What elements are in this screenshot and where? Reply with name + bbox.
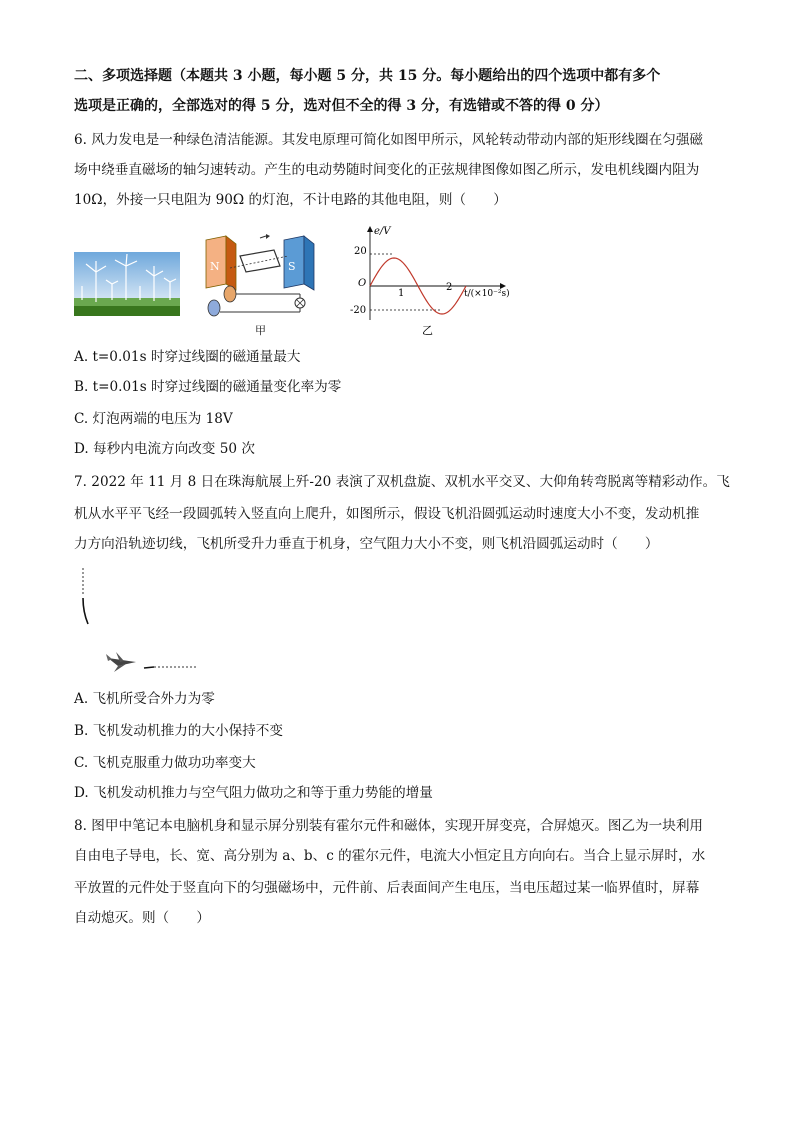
q7-option-d[interactable]: D. 飞机发动机推力与空气阻力做功之和等于重力势能的增量 (74, 785, 433, 801)
q7-stem-line3: 力方向沿轨迹切线，飞机所受升力垂直于机身，空气阻力大小不变，则飞机沿圆弧运动时（ ） (74, 536, 659, 552)
fig-yi-label: 乙 (422, 324, 433, 336)
fig-jia-label: 甲 (255, 324, 266, 336)
q6-option-c[interactable]: C. 灯泡两端的电压为 18V (74, 411, 233, 427)
q8-stem-line4: 自动熄灭。则（ ） (74, 910, 210, 926)
emf-sine-chart (348, 224, 510, 336)
magnet-n-label: N (210, 260, 220, 273)
flight-trajectory-diagram (74, 566, 204, 676)
section-title-line2: 选项是正确的，全部选对的得 5 分，选对但不全的得 3 分，有选错或不答的得 0 分） (74, 98, 609, 114)
q7-stem-line2: 机从水平平飞经一段圆弧转入竖直向上爬升，如图所示，假设飞机沿圆弧运动时速度大小不变，发动机推 (74, 506, 700, 522)
magnet-s-label: S (288, 260, 296, 273)
q6-stem-line3: 10Ω，外接一只电阻为 90Ω 的灯泡，不计电路的其他电阻，则（ ） (74, 192, 507, 208)
y-axis-label: e/V (374, 226, 391, 237)
x-tick-1: 1 (398, 288, 405, 299)
q7-option-a[interactable]: A. 飞机所受合外力为零 (74, 691, 215, 707)
q7-option-c[interactable]: C. 飞机克服重力做功功率变大 (74, 755, 256, 771)
origin-label: O (358, 278, 367, 289)
y-tick-bottom: -20 (350, 305, 367, 316)
y-tick-top: 20 (354, 246, 367, 257)
q6-option-b[interactable]: B. t=0.01s 时穿过线圈的磁通量变化率为零 (74, 379, 342, 395)
generator-diagram (200, 232, 324, 336)
x-axis-label: t/(×10⁻²s) (464, 289, 510, 299)
q6-stem-line1: 6. 风力发电是一种绿色清洁能源。其发电原理可简化如图甲所示，风轮转动带动内部的矩形线圈在匀强磁 (74, 132, 704, 148)
arc-path (83, 598, 88, 624)
wind-turbine-photo (74, 252, 180, 316)
q8-stem-line2: 自由电子导电，长、宽、高分别为 a、b、c 的霍尔元件，电流大小恒定且方向向右。当合上显示屏时，水 (74, 848, 706, 864)
q8-stem-line3: 平放置的元件处于竖直向下的匀强磁场中，元件前、后表面间产生电压，当电压超过某一临界值时，屏幕 (74, 880, 700, 896)
section-title-line1: 二、多项选择题（本题共 3 小题，每小题 5 分，共 15 分。每小题给出的四个选项中都有多个 (74, 68, 661, 84)
x-tick-2: 2 (446, 282, 453, 293)
jet-icon (106, 652, 136, 672)
q6-option-a[interactable]: A. t=0.01s 时穿过线圈的磁通量最大 (74, 349, 301, 365)
q7-option-b[interactable]: B. 飞机发动机推力的大小保持不变 (74, 723, 283, 739)
q6-stem-line2: 场中绕垂直磁场的轴匀速转动。产生的电动势随时间变化的正弦规律图像如图乙所示，发电机线圈内阻为 (74, 162, 700, 178)
q7-stem-line1: 7. 2022 年 11 月 8 日在珠海航展上歼-20 表演了双机盘旋、双机水平交叉、大仰角转弯脱离等精彩动作。飞 (74, 474, 730, 490)
q6-option-d[interactable]: D. 每秒内电流方向改变 50 次 (74, 441, 255, 457)
q8-stem-line1: 8. 图甲中笔记本电脑机身和显示屏分别装有霍尔元件和磁体，实现开屏变亮，合屏熄灭。图乙为一块利用 (74, 818, 704, 834)
